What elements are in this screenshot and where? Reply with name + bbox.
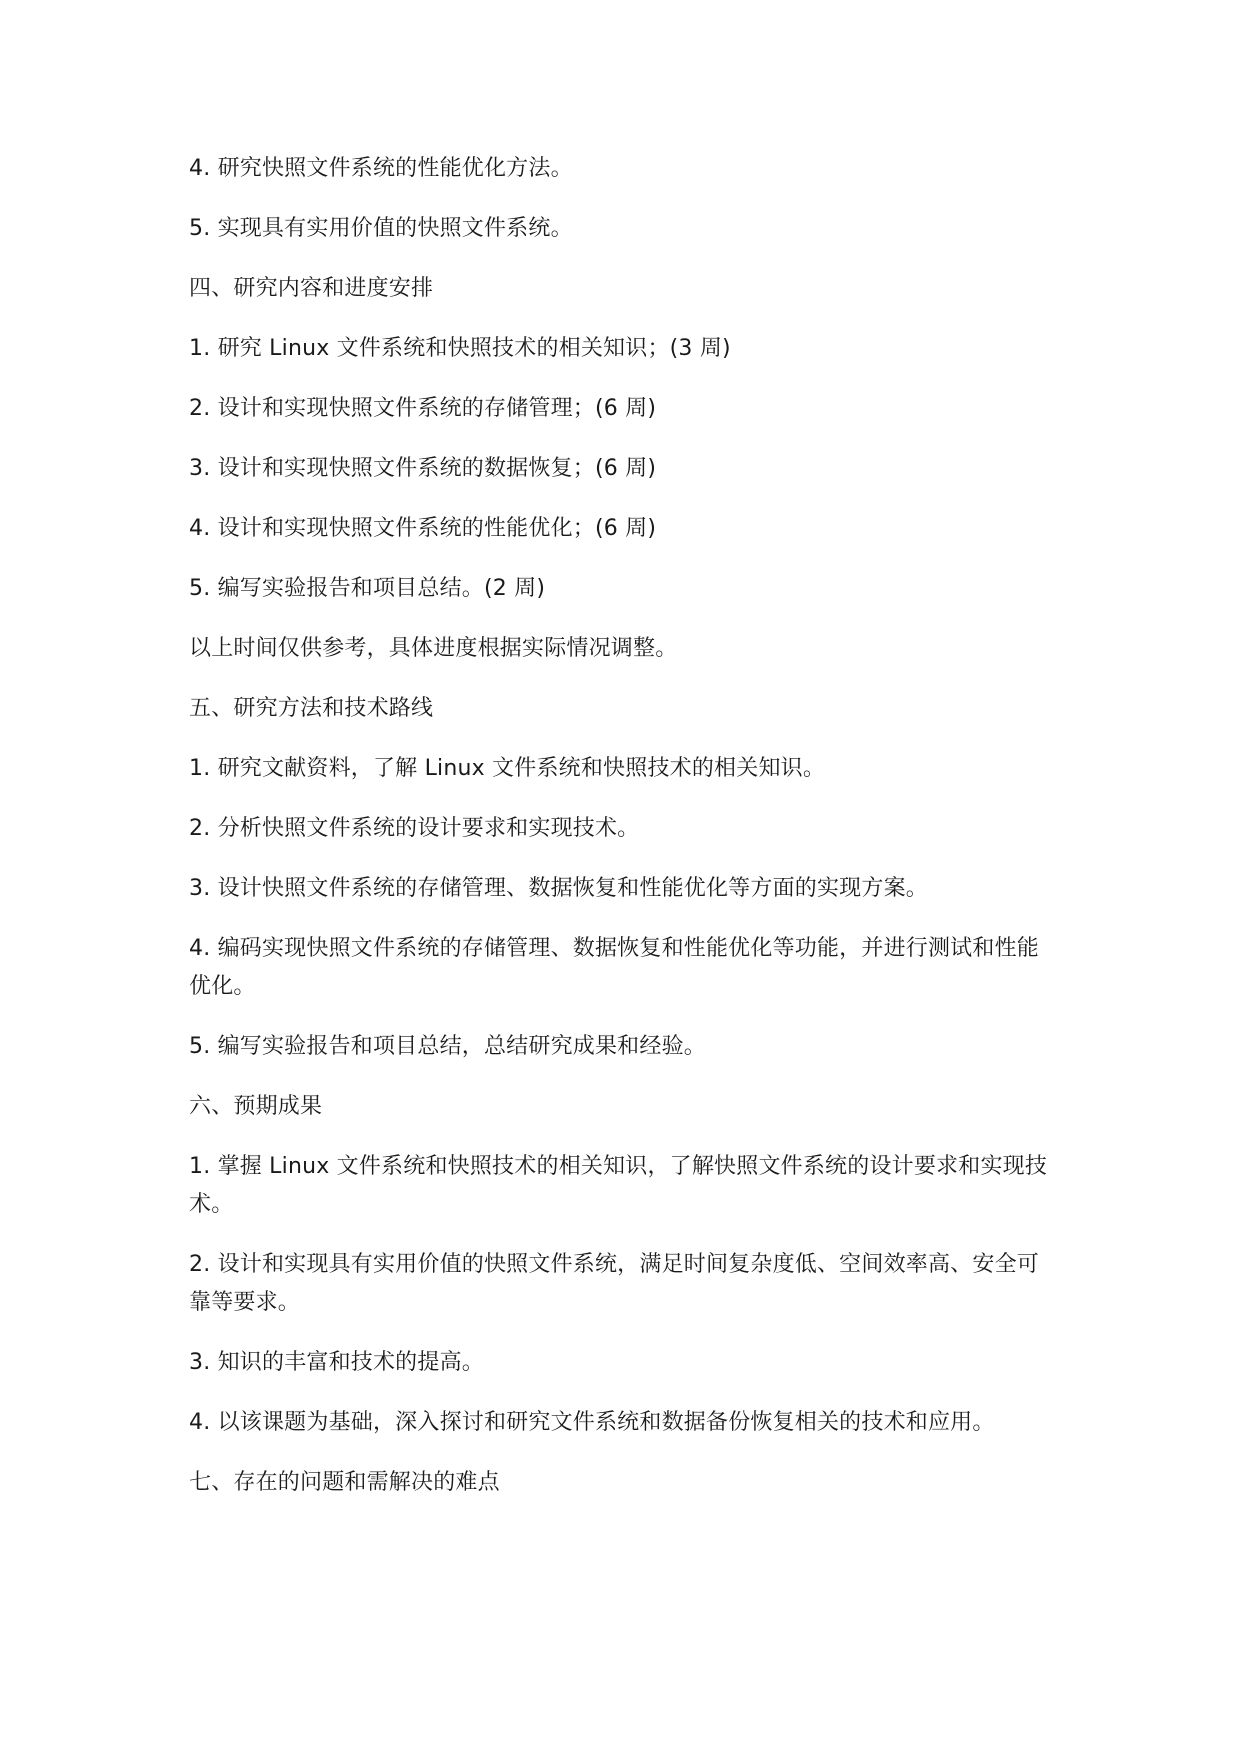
schedule-item-3: 3. 设计和实现快照文件系统的数据恢复；(6 周) bbox=[189, 456, 657, 481]
schedule-note: 以上时间仅供参考，具体进度根据实际情况调整。 bbox=[189, 636, 678, 661]
method-item-2: 2. 分析快照文件系统的设计要求和实现技术。 bbox=[189, 816, 640, 841]
objective-item-5: 5. 实现具有实用价值的快照文件系统。 bbox=[189, 216, 573, 241]
document-body bbox=[189, 150, 1059, 1502]
result-item-1: 1. 掌握 Linux 文件系统和快照技术的相关知识，了解快照文件系统的设计要求和实现技术。 bbox=[189, 1154, 1048, 1217]
objective-item-4: 4. 研究快照文件系统的性能优化方法。 bbox=[189, 156, 573, 181]
method-item-3: 3. 设计快照文件系统的存储管理、数据恢复和性能优化等方面的实现方案。 bbox=[189, 876, 928, 901]
section-heading-problems: 七、存在的问题和需解决的难点 bbox=[189, 1470, 500, 1495]
method-item-4: 4. 编码实现快照文件系统的存储管理、数据恢复和性能优化等功能，并进行测试和性能优化。 bbox=[189, 936, 1039, 999]
schedule-item-5: 5. 编写实验报告和项目总结。(2 周) bbox=[189, 576, 546, 601]
section-heading-methods: 五、研究方法和技术路线 bbox=[189, 696, 434, 721]
result-item-4: 4. 以该课题为基础，深入探讨和研究文件系统和数据备份恢复相关的技术和应用。 bbox=[189, 1410, 995, 1435]
method-item-5: 5. 编写实验报告和项目总结，总结研究成果和经验。 bbox=[189, 1034, 706, 1059]
result-item-2: 2. 设计和实现具有实用价值的快照文件系统，满足时间复杂度低、空间效率高、安全可靠等要求。 bbox=[189, 1252, 1039, 1315]
schedule-item-1: 1. 研究 Linux 文件系统和快照技术的相关知识；(3 周) bbox=[189, 336, 731, 361]
result-item-3: 3. 知识的丰富和技术的提高。 bbox=[189, 1350, 484, 1375]
method-item-1: 1. 研究文献资料，了解 Linux 文件系统和快照技术的相关知识。 bbox=[189, 756, 826, 781]
section-heading-expected-results: 六、预期成果 bbox=[189, 1094, 323, 1119]
schedule-item-2: 2. 设计和实现快照文件系统的存储管理；(6 周) bbox=[189, 396, 657, 421]
section-heading-research-content: 四、研究内容和进度安排 bbox=[189, 276, 434, 301]
schedule-item-4: 4. 设计和实现快照文件系统的性能优化；(6 周) bbox=[189, 516, 657, 541]
